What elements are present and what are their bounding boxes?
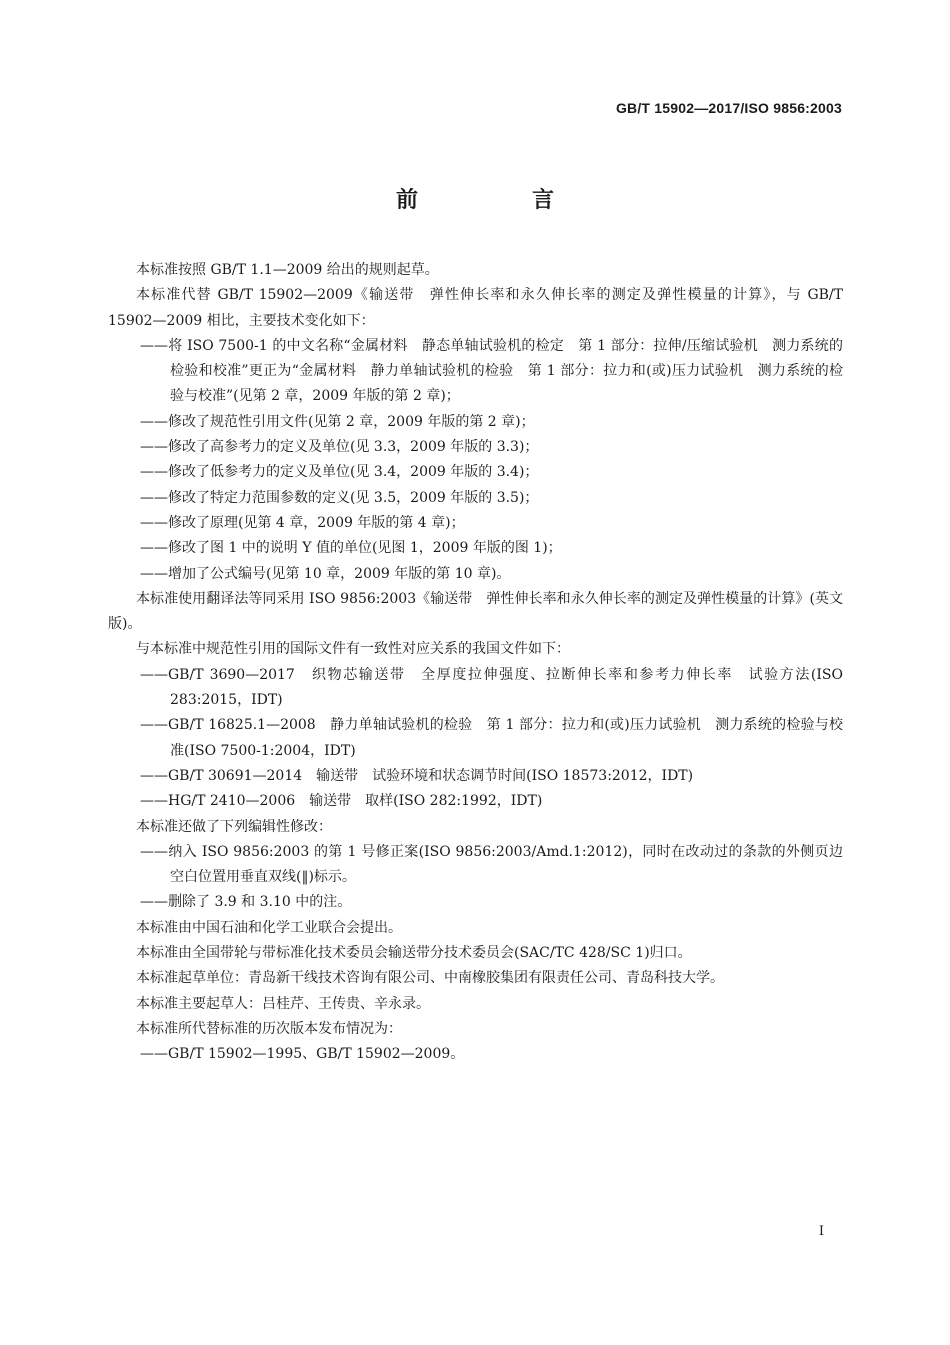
- reference-item: ——GB/T 3690—2017 织物芯输送带 全厚度拉伸强度、拉断伸长率和参考力伸长率 试验方法(ISO 283:2015，IDT): [140, 666, 843, 709]
- paragraph-adoption: 本标准使用翻译法等同采用 ISO 9856:2003《输送带 弹性伸长率和永久伸长率的测定及弹性模量的计算》(英文版)。: [108, 590, 843, 633]
- change-item: ——修改了规范性引用文件(见第 2 章，2009 年版的第 2 章)；: [140, 413, 535, 430]
- paragraph-editorial: 本标准还做了下列编辑性修改：: [136, 818, 332, 835]
- foreword-body: [108, 258, 843, 1068]
- page-number: Ⅰ: [818, 1224, 824, 1239]
- paragraph-drafting-rules: 本标准按照 GB/T 1.1—2009 给出的规则起草。: [136, 262, 439, 278]
- paragraph-committee: 本标准由全国带轮与带标准化技术委员会输送带分技术委员会(SAC/TC 428/SC 1)归口。: [136, 945, 692, 962]
- page-title: 前 言: [395, 188, 600, 213]
- change-item: ——修改了低参考力的定义及单位(见 3.4，2009 年版的 3.4)；: [140, 464, 539, 481]
- paragraph-proposer: 本标准由中国石油和化学工业联合会提出。: [136, 919, 402, 936]
- history-item: ——GB/T 15902—1995、GB/T 15902—2009。: [140, 1046, 465, 1063]
- change-item: ——修改了图 1 中的说明 Y 值的单位(见图 1，2009 年版的图 1)；: [140, 540, 562, 557]
- change-item: ——修改了高参考力的定义及单位(见 3.3，2009 年版的 3.3)；: [140, 439, 539, 456]
- change-item: ——将 ISO 7500-1 的中文名称“金属材料 静态单轴试验机的检定 第 1 部分：拉伸/压缩试验机 测力系统的检验和校准”更正为“金属材料 静力单轴试验机的检验 第 1 部分：拉力和(或)压力试验机 测力系统的检验与校准”(见第 2 章，2009 年版的第 2 章)；: [140, 337, 843, 405]
- paragraph-drafting-units: 本标准起草单位：青岛新干线技术咨询有限公司、中南橡胶集团有限责任公司、青岛科技大学。: [136, 970, 724, 987]
- editorial-item: ——纳入 ISO 9856:2003 的第 1 号修正案(ISO 9856:2003/Amd.1:2012)，同时在改动过的条款的外侧页边空白位置用垂直双线(‖)标示。: [140, 843, 843, 886]
- paragraph-drafters: 本标准主要起草人：吕桂芹、王传贵、辛永录。: [136, 995, 430, 1012]
- reference-item: ——HG/T 2410—2006 输送带 取样(ISO 282:1992，IDT): [140, 793, 543, 810]
- paragraph-history: 本标准所代替标准的历次版本发布情况为：: [136, 1020, 402, 1037]
- reference-item: ——GB/T 16825.1—2008 静力单轴试验机的检验 第 1 部分：拉力和(或)压力试验机 测力系统的检验与校准(ISO 7500-1:2004，IDT): [140, 717, 843, 759]
- editorial-item: ——删除了 3.9 和 3.10 中的注。: [140, 894, 352, 911]
- change-item: ——增加了公式编号(见第 10 章，2009 年版的第 10 章)。: [140, 565, 511, 582]
- paragraph-correspondence: 与本标准中规范性引用的国际文件有一致性对应关系的我国文件如下：: [136, 641, 570, 658]
- change-item: ——修改了特定力范围参数的定义(见 3.5，2009 年版的 3.5)；: [140, 489, 539, 506]
- paragraph-replaces: 本标准代替 GB/T 15902—2009《输送带 弹性伸长率和永久伸长率的测定及弹性模量的计算》，与 GB/T 15902—2009 相比，主要技术变化如下：: [108, 287, 843, 329]
- standard-code: GB/T 15902—2017/ISO 9856:2003: [615, 100, 842, 116]
- change-item: ——修改了原理(见第 4 章，2009 年版的第 4 章)；: [140, 514, 465, 531]
- reference-item: ——GB/T 30691—2014 输送带 试验环境和状态调节时间(ISO 18573:2012，IDT): [140, 767, 694, 784]
